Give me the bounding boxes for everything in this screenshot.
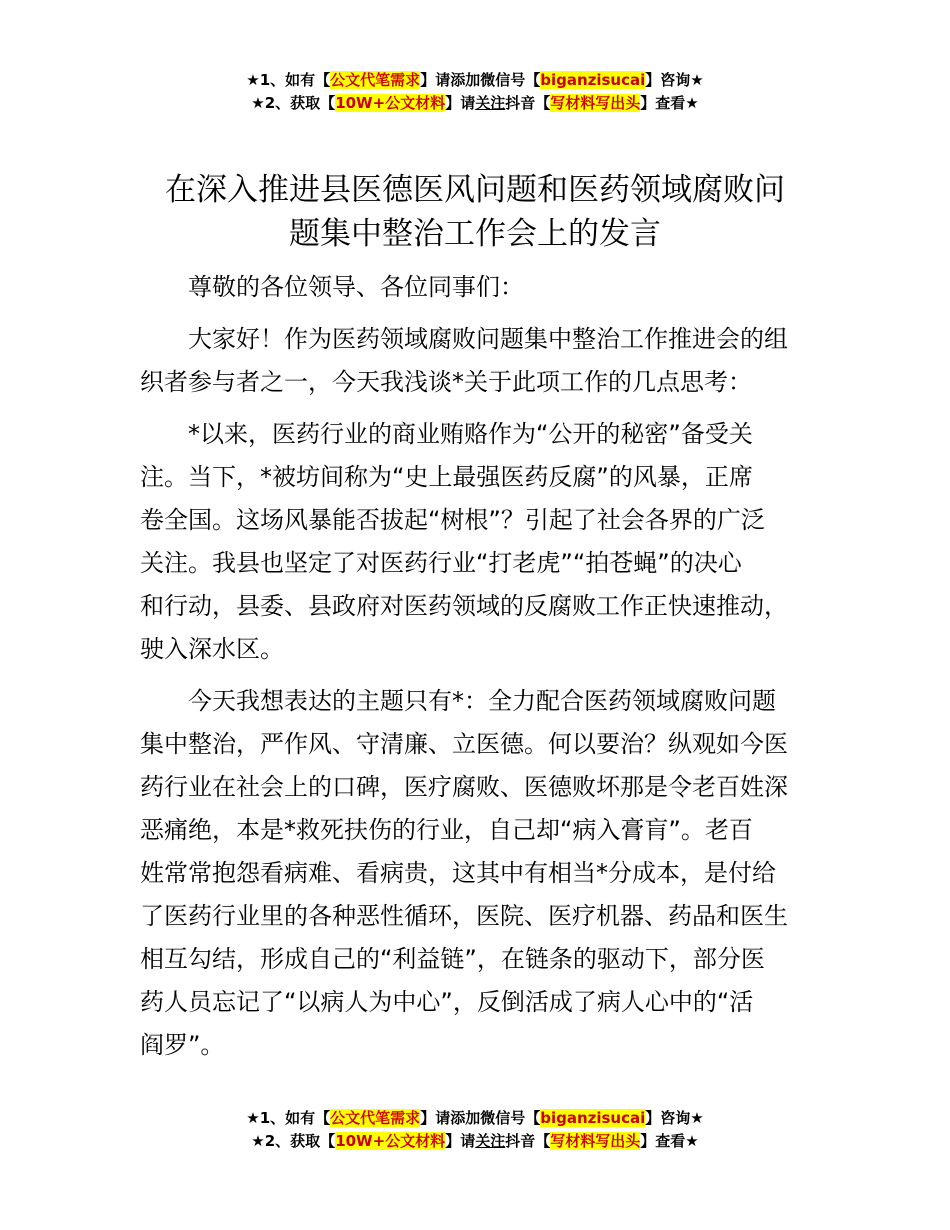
highlight-materials: 10W+公文材料 [335, 94, 446, 112]
banner-text: 抖音【 [505, 94, 551, 112]
banner-text: 】查看★ [640, 1132, 699, 1150]
text-line: 药行业在社会上的口碑，医疗腐败、医德败坏那是令老百姓深 [140, 773, 788, 801]
banner-text: ★2、获取【 [251, 94, 336, 112]
banner-text: 】咨询★ [645, 71, 704, 89]
banner-line-1 [0, 1107, 950, 1130]
title-line-2: 题集中整治工作会上的发言 [289, 216, 661, 252]
banner-line-2 [0, 1130, 950, 1153]
highlight-service: 公文代笔需求 [330, 1109, 421, 1127]
banner-line-2 [0, 92, 950, 115]
highlight-materials: 10W+公文材料 [335, 1132, 446, 1150]
highlight-account: 写材料写出头 [550, 94, 641, 112]
body-paragraph [140, 318, 812, 404]
text-line: 了医药行业里的各种恶性循环，医院、医疗机器、药品和医生 [140, 902, 788, 930]
text-line: 注。当下，*被坊间称为“史上最强医药反腐”的风暴，正席 [140, 463, 753, 491]
footer-banner [0, 1107, 950, 1153]
text-line: 大家好！作为医药领域腐败问题集中整治工作推进会的组 [188, 325, 788, 353]
body-paragraph [140, 413, 812, 671]
highlight-wechat-id: biganzisucai [540, 1109, 646, 1127]
banner-text: ★1、如有【 [246, 1109, 331, 1127]
document-title [120, 168, 830, 256]
text-line: 尊敬的各位领导、各位同事们： [188, 273, 524, 301]
text-line: 织者参与者之一，今天我浅谈*关于此项工作的几点思考： [140, 368, 752, 396]
banner-text: ★2、获取【 [251, 1132, 336, 1150]
underlined-follow: 关注 [475, 1132, 506, 1150]
text-line: 姓常常抱怨看病难、看病贵，这其中有相当*分成本，是付给 [140, 859, 776, 887]
text-line: 和行动，县委、县政府对医药领域的反腐败工作正快速推动， [140, 592, 788, 620]
body-paragraph [140, 680, 812, 1067]
text-line: 阎罗”。 [140, 1031, 225, 1059]
text-line: 关注。我县也坚定了对医药行业“打老虎”“拍苍蝇”的决心 [140, 549, 742, 577]
text-line: 卷全国。这场风暴能否拔起“树根”？引起了社会各界的广泛 [140, 506, 765, 534]
text-line: 集中整治，严作风、守清廉、立医德。何以要治？纵观如今医 [140, 730, 788, 758]
document-body [140, 266, 812, 1067]
header-banner [0, 69, 950, 115]
banner-text: 】请 [445, 94, 476, 112]
text-line: 恶痛绝，本是*救死扶伤的行业，自己却“病入膏肓”。老百 [140, 816, 753, 844]
banner-line-1 [0, 69, 950, 92]
text-line: 药人员忘记了“以病人为中心”，反倒活成了病人心中的“活 [140, 988, 754, 1016]
text-line: 驶入深水区。 [140, 635, 284, 663]
banner-text: 】查看★ [640, 94, 699, 112]
banner-text: 】咨询★ [645, 1109, 704, 1127]
highlight-account: 写材料写出头 [550, 1132, 641, 1150]
banner-text: 】请添加微信号【 [420, 1109, 541, 1127]
salutation-paragraph [140, 266, 812, 309]
text-line: *以来，医药行业的商业贿赂作为“公开的秘密”备受关 [188, 420, 753, 448]
underlined-follow: 关注 [475, 94, 506, 112]
text-line: 今天我想表达的主题只有*：全力配合医药领域腐败问题 [188, 687, 776, 715]
banner-text: 抖音【 [505, 1132, 551, 1150]
highlight-wechat-id: biganzisucai [540, 71, 646, 89]
title-line-1: 在深入推进县医德医风问题和医药领域腐败问 [165, 172, 785, 208]
highlight-service: 公文代笔需求 [330, 71, 421, 89]
banner-text: 】请添加微信号【 [420, 71, 541, 89]
text-line: 相互勾结，形成自己的“利益链”，在链条的驱动下，部分医 [140, 945, 765, 973]
banner-text: ★1、如有【 [246, 71, 331, 89]
banner-text: 】请 [445, 1132, 476, 1150]
